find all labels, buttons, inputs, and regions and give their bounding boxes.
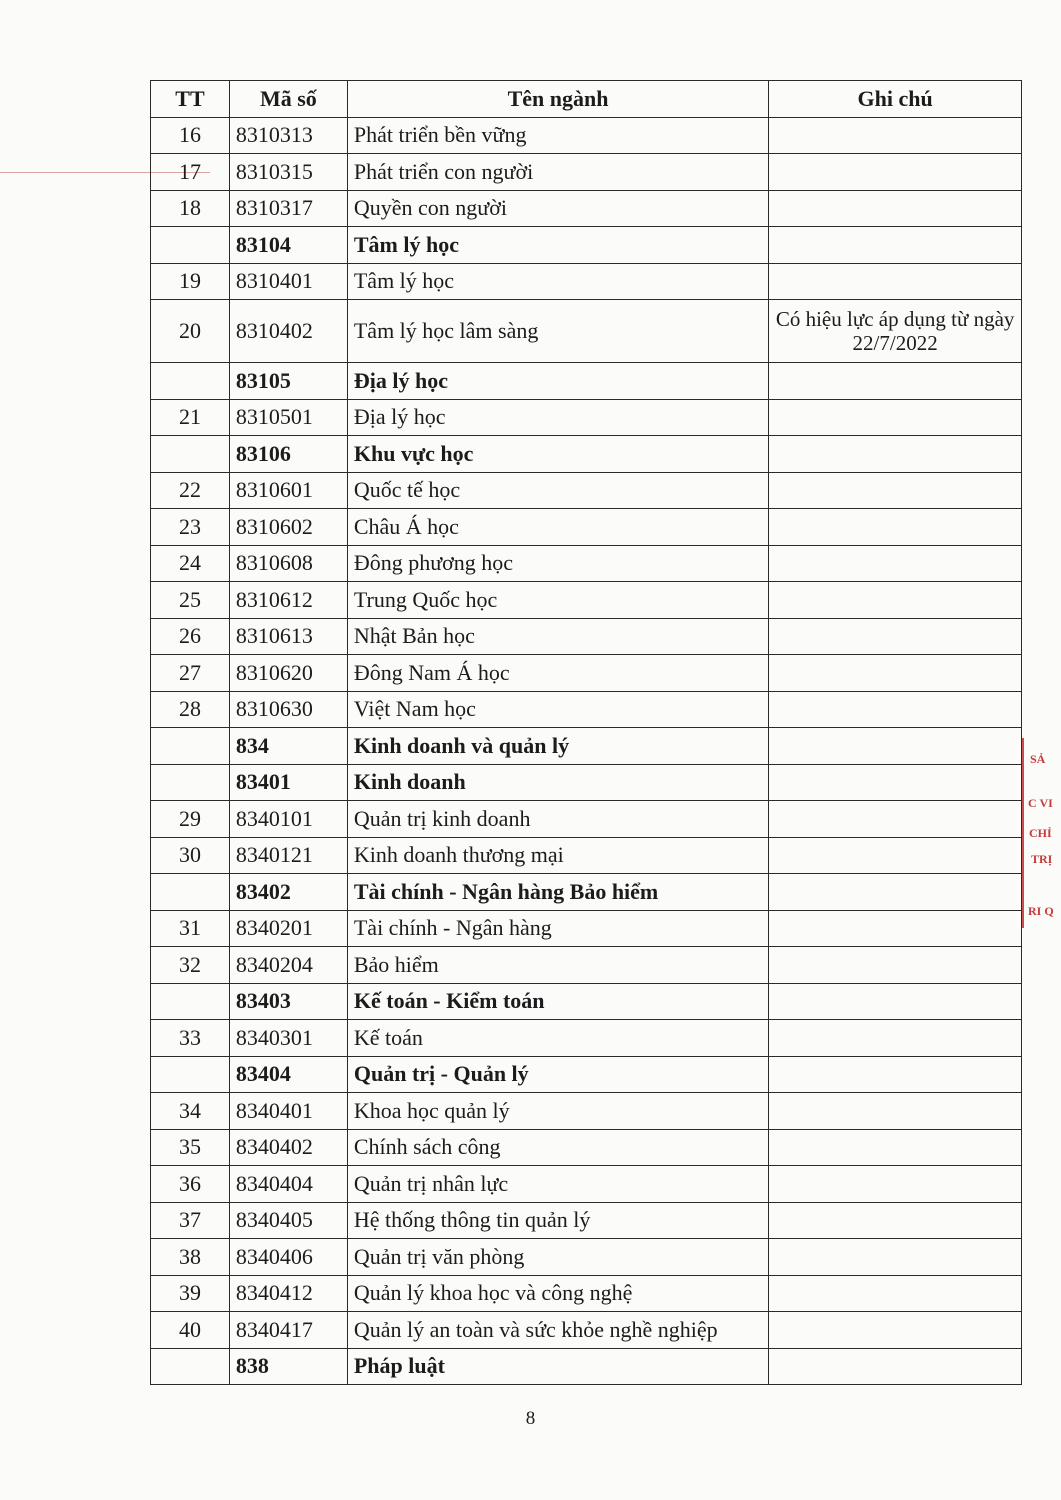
cell-ma-so: 8340404	[229, 1166, 347, 1203]
table-row	[151, 399, 1022, 436]
program-codes-table	[150, 80, 1022, 1385]
cell-ten-nganh: Tâm lý học	[347, 263, 768, 300]
cell-ma-so: 8340121	[229, 837, 347, 874]
cell-tt: 22	[151, 472, 230, 509]
table-row	[151, 837, 1022, 874]
cell-ten-nganh: Phát triển bền vững	[347, 117, 768, 154]
cell-ghi-chu	[769, 618, 1022, 655]
cell-ma-so: 83104	[229, 227, 347, 264]
cell-tt: 32	[151, 947, 230, 984]
cell-tt: 27	[151, 655, 230, 692]
cell-ghi-chu	[769, 582, 1022, 619]
cell-ghi-chu	[769, 764, 1022, 801]
cell-ten-nganh: Khoa học quản lý	[347, 1093, 768, 1130]
cell-ten-nganh: Quyền con người	[347, 190, 768, 227]
cell-ten-nganh: Đông phương học	[347, 545, 768, 582]
cell-ghi-chu	[769, 837, 1022, 874]
cell-tt: 21	[151, 399, 230, 436]
cell-tt: 31	[151, 910, 230, 947]
cell-ghi-chu	[769, 1275, 1022, 1312]
table-row	[151, 190, 1022, 227]
table-group-row	[151, 227, 1022, 264]
cell-ma-so: 8340401	[229, 1093, 347, 1130]
cell-tt: 40	[151, 1312, 230, 1349]
cell-tt: 28	[151, 691, 230, 728]
cell-ten-nganh: Quản lý khoa học và công nghệ	[347, 1275, 768, 1312]
table-row	[151, 545, 1022, 582]
table-row	[151, 582, 1022, 619]
cell-ma-so: 83404	[229, 1056, 347, 1093]
cell-tt	[151, 363, 230, 400]
table-row	[151, 263, 1022, 300]
cell-ten-nganh: Phát triển con người	[347, 154, 768, 191]
cell-tt	[151, 227, 230, 264]
cell-tt	[151, 983, 230, 1020]
table-row	[151, 472, 1022, 509]
cell-tt: 25	[151, 582, 230, 619]
cell-ma-so: 8340412	[229, 1275, 347, 1312]
cell-ma-so: 8340301	[229, 1020, 347, 1057]
table-row	[151, 1129, 1022, 1166]
cell-ma-so: 8310601	[229, 472, 347, 509]
table-row	[151, 618, 1022, 655]
table-row	[151, 154, 1022, 191]
cell-ten-nganh: Quản trị văn phòng	[347, 1239, 768, 1276]
stamp-text-5: RI Q	[1028, 904, 1054, 918]
cell-ten-nganh: Pháp luật	[347, 1348, 768, 1385]
cell-ghi-chu	[769, 1056, 1022, 1093]
cell-ghi-chu	[769, 545, 1022, 582]
cell-ghi-chu	[769, 947, 1022, 984]
cell-tt: 26	[151, 618, 230, 655]
table-row	[151, 1239, 1022, 1276]
table-row	[151, 1093, 1022, 1130]
cell-ghi-chu	[769, 1312, 1022, 1349]
header-ma-so: Mã số	[229, 81, 347, 118]
table-row	[151, 509, 1022, 546]
cell-ten-nganh: Quản trị nhân lực	[347, 1166, 768, 1203]
cell-ma-so: 8310317	[229, 190, 347, 227]
cell-ghi-chu	[769, 154, 1022, 191]
cell-ten-nganh: Quản lý an toàn và sức khỏe nghề nghiệp	[347, 1312, 768, 1349]
cell-ten-nganh: Kinh doanh thương mại	[347, 837, 768, 874]
stamp-text-2: C VI	[1028, 796, 1053, 810]
cell-ghi-chu	[769, 1020, 1022, 1057]
cell-ten-nganh: Bảo hiểm	[347, 947, 768, 984]
cell-ma-so: 8340406	[229, 1239, 347, 1276]
table-row	[151, 1166, 1022, 1203]
header-tt: TT	[151, 81, 230, 118]
cell-ghi-chu	[769, 1166, 1022, 1203]
table-group-row	[151, 728, 1022, 765]
table-group-row	[151, 764, 1022, 801]
cell-tt: 30	[151, 837, 230, 874]
table-group-row	[151, 436, 1022, 473]
cell-ghi-chu	[769, 227, 1022, 264]
cell-ma-so: 8340101	[229, 801, 347, 838]
cell-ten-nganh: Việt Nam học	[347, 691, 768, 728]
cell-tt: 33	[151, 1020, 230, 1057]
cell-ghi-chu	[769, 117, 1022, 154]
cell-ma-so: 8340417	[229, 1312, 347, 1349]
cell-ten-nganh: Trung Quốc học	[347, 582, 768, 619]
table-group-row	[151, 983, 1022, 1020]
header-ten-nganh: Tên ngành	[347, 81, 768, 118]
cell-ma-so: 8310608	[229, 545, 347, 582]
cell-ghi-chu	[769, 509, 1022, 546]
cell-ma-so: 8340204	[229, 947, 347, 984]
cell-tt: 19	[151, 263, 230, 300]
cell-ghi-chu	[769, 983, 1022, 1020]
cell-ma-so: 83402	[229, 874, 347, 911]
cell-tt: 34	[151, 1093, 230, 1130]
cell-ten-nganh: Địa lý học	[347, 363, 768, 400]
cell-tt: 35	[151, 1129, 230, 1166]
cell-ghi-chu: Có hiệu lực áp dụng từ ngày 22/7/2022	[769, 300, 1022, 363]
cell-ten-nganh: Địa lý học	[347, 399, 768, 436]
stamp-text-3: CHỈ	[1029, 826, 1052, 840]
table-group-row	[151, 874, 1022, 911]
cell-ten-nganh: Khu vực học	[347, 436, 768, 473]
cell-ten-nganh: Quốc tế học	[347, 472, 768, 509]
cell-ten-nganh: Tâm lý học	[347, 227, 768, 264]
cell-ten-nganh: Kinh doanh và quản lý	[347, 728, 768, 765]
cell-tt	[151, 1056, 230, 1093]
cell-ten-nganh: Tài chính - Ngân hàng Bảo hiểm	[347, 874, 768, 911]
cell-ma-so: 8310401	[229, 263, 347, 300]
cell-tt: 24	[151, 545, 230, 582]
cell-tt: 23	[151, 509, 230, 546]
cell-ghi-chu	[769, 1129, 1022, 1166]
cell-ghi-chu	[769, 1093, 1022, 1130]
stamp-text-4: TRỊ	[1031, 852, 1053, 866]
table-group-row	[151, 363, 1022, 400]
cell-tt: 16	[151, 117, 230, 154]
cell-ma-so: 83106	[229, 436, 347, 473]
cell-ma-so: 83401	[229, 764, 347, 801]
cell-ghi-chu	[769, 655, 1022, 692]
table-row	[151, 691, 1022, 728]
cell-ma-so: 8340201	[229, 910, 347, 947]
table-row	[151, 117, 1022, 154]
cell-ma-so: 8310620	[229, 655, 347, 692]
cell-ghi-chu	[769, 436, 1022, 473]
cell-tt: 39	[151, 1275, 230, 1312]
page-number: 8	[525, 1408, 536, 1429]
cell-ghi-chu	[769, 874, 1022, 911]
table-row	[151, 1020, 1022, 1057]
cell-tt: 29	[151, 801, 230, 838]
cell-ten-nganh: Tài chính - Ngân hàng	[347, 910, 768, 947]
table-row	[151, 1312, 1022, 1349]
cell-tt: 18	[151, 190, 230, 227]
table-row	[151, 801, 1022, 838]
table-group-row	[151, 1056, 1022, 1093]
table-group-row	[151, 1348, 1022, 1385]
cell-ma-so: 8310612	[229, 582, 347, 619]
cell-ghi-chu	[769, 263, 1022, 300]
cell-ma-so: 8310613	[229, 618, 347, 655]
cell-ghi-chu	[769, 910, 1022, 947]
cell-ghi-chu	[769, 472, 1022, 509]
cell-tt	[151, 436, 230, 473]
cell-ten-nganh: Tâm lý học lâm sàng	[347, 300, 768, 363]
cell-ten-nganh: Kế toán	[347, 1020, 768, 1057]
cell-ma-so: 83105	[229, 363, 347, 400]
table-header-row	[151, 81, 1022, 118]
header-ghi-chu: Ghi chú	[769, 81, 1022, 118]
table-row	[151, 300, 1022, 363]
cell-ten-nganh: Đông Nam Á học	[347, 655, 768, 692]
cell-ma-so: 8310402	[229, 300, 347, 363]
cell-ghi-chu	[769, 728, 1022, 765]
cell-ghi-chu	[769, 1348, 1022, 1385]
cell-tt: 38	[151, 1239, 230, 1276]
cell-ghi-chu	[769, 363, 1022, 400]
cell-ghi-chu	[769, 1239, 1022, 1276]
cell-ghi-chu	[769, 691, 1022, 728]
table-row	[151, 655, 1022, 692]
cell-ma-so: 8310630	[229, 691, 347, 728]
cell-tt: 37	[151, 1202, 230, 1239]
cell-ma-so: 838	[229, 1348, 347, 1385]
cell-tt: 36	[151, 1166, 230, 1203]
cell-ten-nganh: Châu Á học	[347, 509, 768, 546]
cell-ten-nganh: Quản trị - Quản lý	[347, 1056, 768, 1093]
table-row	[151, 1202, 1022, 1239]
cell-ghi-chu	[769, 399, 1022, 436]
cell-ma-so: 8310313	[229, 117, 347, 154]
table-row	[151, 910, 1022, 947]
cell-ten-nganh: Nhật Bản học	[347, 618, 768, 655]
table-row	[151, 1275, 1022, 1312]
cell-ghi-chu	[769, 801, 1022, 838]
cell-tt	[151, 728, 230, 765]
cell-tt: 17	[151, 154, 230, 191]
cell-ma-so: 8310501	[229, 399, 347, 436]
cell-ten-nganh: Kế toán - Kiểm toán	[347, 983, 768, 1020]
table-row	[151, 947, 1022, 984]
cell-ghi-chu	[769, 190, 1022, 227]
cell-tt	[151, 1348, 230, 1385]
stamp-text-1: SẢ	[1030, 752, 1046, 766]
cell-ten-nganh: Chính sách công	[347, 1129, 768, 1166]
cell-ma-so: 83403	[229, 983, 347, 1020]
cell-ten-nganh: Kinh doanh	[347, 764, 768, 801]
cell-ma-so: 8310315	[229, 154, 347, 191]
cell-ma-so: 834	[229, 728, 347, 765]
red-seal-stamp	[1022, 738, 1061, 928]
cell-tt: 20	[151, 300, 230, 363]
cell-ghi-chu	[769, 1202, 1022, 1239]
cell-ma-so: 8310602	[229, 509, 347, 546]
cell-ma-so: 8340405	[229, 1202, 347, 1239]
cell-ten-nganh: Hệ thống thông tin quản lý	[347, 1202, 768, 1239]
cell-tt	[151, 874, 230, 911]
cell-tt	[151, 764, 230, 801]
cell-ma-so: 8340402	[229, 1129, 347, 1166]
cell-ten-nganh: Quản trị kinh doanh	[347, 801, 768, 838]
